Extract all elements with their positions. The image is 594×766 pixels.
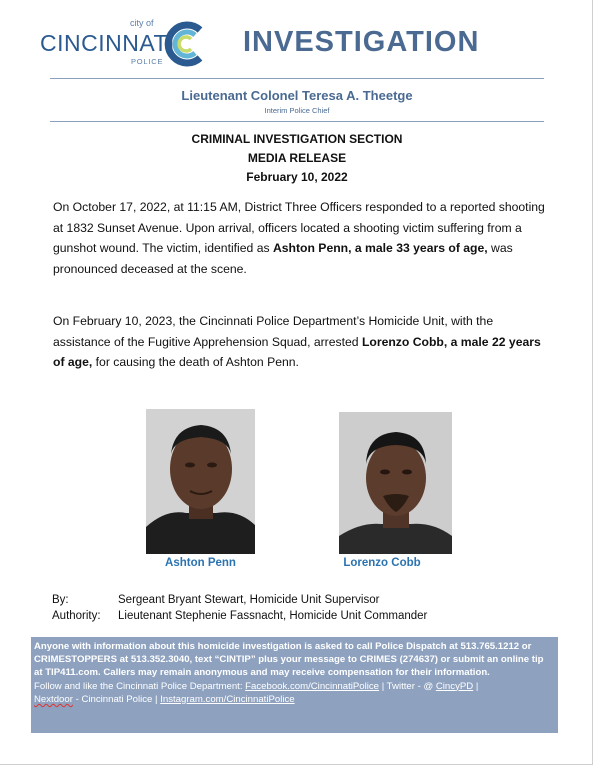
page-headline: INVESTIGATION: [243, 26, 480, 58]
release-type: MEDIA RELEASE: [247, 151, 347, 165]
suspect-photo: [339, 412, 452, 554]
logo-c-icon: [162, 20, 208, 68]
mugshot-suspect-icon: [339, 412, 452, 554]
tip-info-box: [31, 637, 558, 733]
suspect-identity: Lorenzo Cobb, a male 22 years of age,: [53, 334, 541, 369]
sep-twitter: | Twitter - @: [379, 680, 436, 692]
nextdoor-link[interactable]: Nextdoor: [34, 693, 73, 705]
follow-intro: Follow and like the Cincinnati Police Department:: [34, 680, 246, 692]
chief-name: Lieutenant Colonel Teresa A. Theetge: [181, 88, 413, 103]
paragraph-incident: [53, 197, 553, 279]
release-date: February 10, 2022: [246, 170, 348, 184]
paragraph-arrest: [53, 311, 553, 373]
mugshot-victim-icon: [146, 409, 255, 554]
chief-title: Interim Police Chief: [264, 106, 330, 115]
logo-city-of: city of: [130, 18, 154, 28]
follow-line: [34, 680, 554, 706]
tip-text: Anyone with information about this homicide investigation is asked to call Police Dispatch at 513.765.1212 or CRIMESTOPPERS at 513.352.3040, text “CINTIP” plus your message to CRIMES (274637) or submit an online tip at TIP411.com. Callers may remain anonymous and may receive compensation for their information.: [34, 641, 544, 679]
by-row: [52, 594, 379, 606]
paragraph-incident-end: was pronounced deceased at the scene.: [53, 241, 513, 276]
section-title: CRIMINAL INVESTIGATION SECTION: [191, 132, 403, 146]
by-value: Sergeant Bryant Stewart, Homicide Unit Supervisor: [118, 594, 380, 606]
by-label: By:: [52, 594, 69, 606]
cincinnati-police-logo: [38, 18, 208, 70]
paragraph-arrest-end: for causing the death of Ashton Penn.: [92, 355, 299, 369]
instagram-link[interactable]: Instagram.com/CincinnatiPolice: [160, 693, 295, 705]
sep-3: |: [152, 693, 161, 705]
facebook-link[interactable]: Facebook.com/CincinnatiPolice: [245, 680, 380, 692]
header-rule-bottom: [50, 121, 544, 122]
logo-police: POLICE: [131, 57, 164, 66]
victim-photo: [146, 409, 255, 554]
victim-caption: Ashton Penn: [165, 557, 236, 569]
twitter-link[interactable]: CincyPD: [435, 680, 474, 692]
authority-row: [52, 610, 427, 622]
suspect-caption: Lorenzo Cobb: [343, 557, 421, 569]
authority-value: Lieutenant Stephenie Fassnacht, Homicide Unit Commander: [118, 610, 428, 622]
authority-label: Authority:: [52, 610, 101, 622]
header-rule-top: [50, 78, 544, 79]
logo-cincinnati: CINCINNATI: [40, 30, 175, 56]
paragraph-arrest-text: On February 10, 2023, the Cincinnati Police Department’s Homicide Unit, with the assistance of the Fugitive Apprehension Squad, arrested: [53, 314, 494, 349]
paragraph-incident-text: On October 17, 2022, at 11:15 AM, District Three Officers responded to a reported shooting at 1832 Sunset Avenue. Upon arrival, officers located a shooting victim suffering from a gunshot wound. The victim, identified as: [53, 200, 545, 255]
sep-2: |: [473, 680, 479, 692]
victim-identity: Ashton Penn, a male 33 years of age,: [272, 241, 488, 255]
nextdoor-suffix: - Cincinnati Police: [72, 693, 153, 705]
